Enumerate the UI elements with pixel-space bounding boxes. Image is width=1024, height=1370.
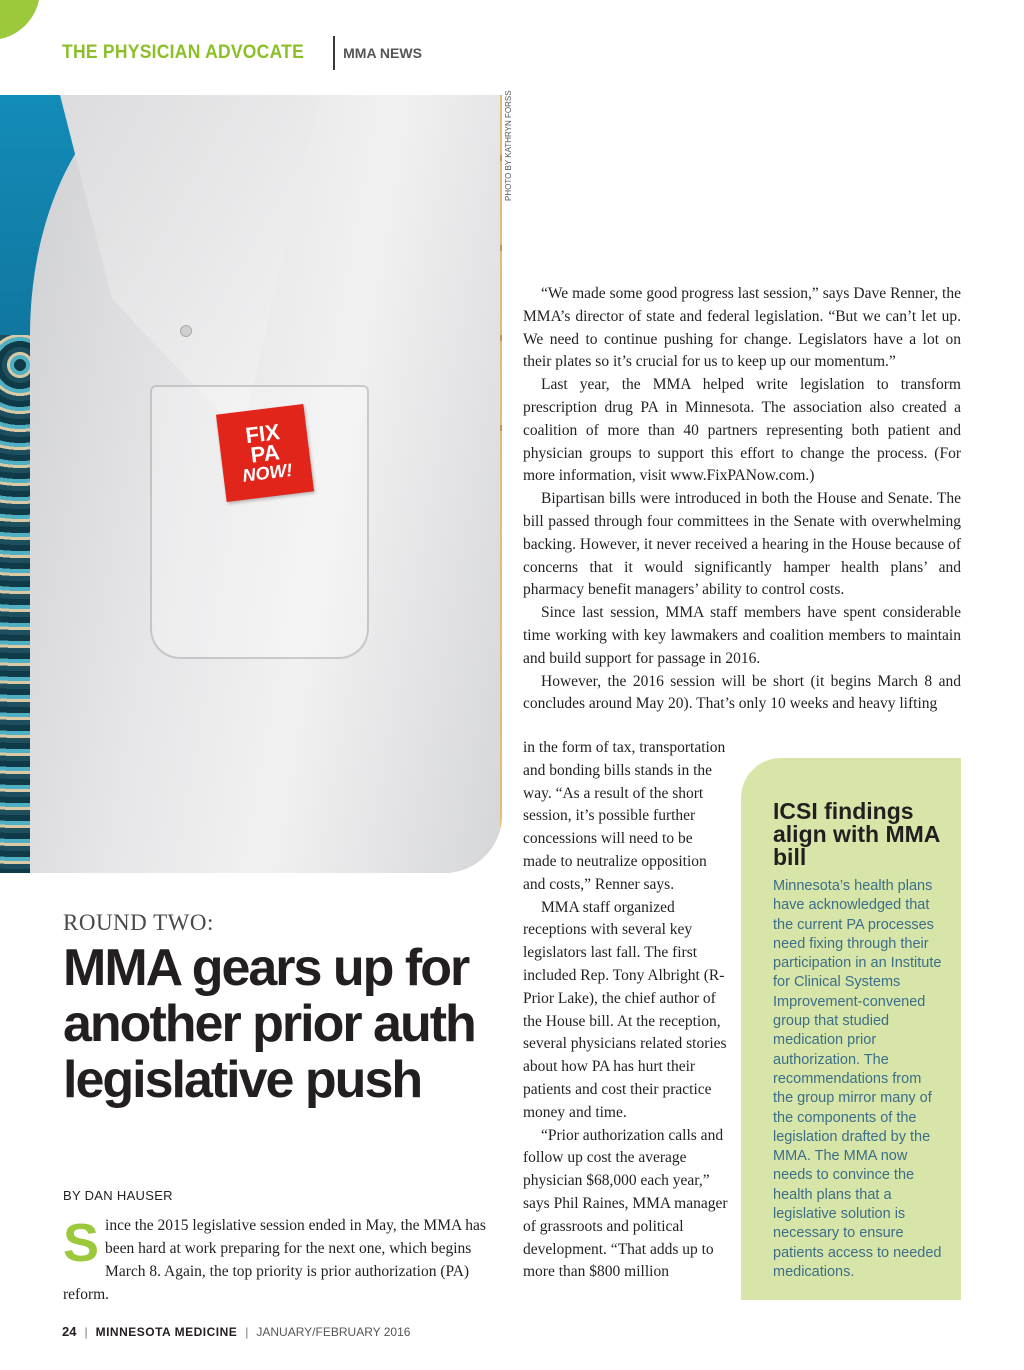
footer-separator: |	[245, 1324, 249, 1339]
article-byline: BY DAN HAUSER	[63, 1188, 173, 1203]
article-body-column	[523, 283, 961, 716]
corner-accent	[0, 0, 40, 40]
page-footer	[62, 1324, 410, 1339]
page-header	[62, 36, 422, 70]
issue-date: JANUARY/FEBRUARY 2016	[256, 1324, 411, 1339]
article-narrow-column	[523, 737, 728, 1284]
body-paragraph: “Prior authorization calls and follow up cost the average physician $68,000 each year,” says Phil Raines, MMA manager of grassroots and political development. “That adds up to more than $800 million	[523, 1126, 728, 1281]
body-paragraph: in the form of tax, transportation and bonding bills stands in the way. “As a result of the short session, it’s possible further concessions will need to be made to neutralize opposition and costs,” Renner says.	[523, 739, 726, 893]
body-paragraph: Bipartisan bills were introduced in both the House and Senate. The bill passed through four committees in the Senate with overwhelming backing. However, it never received a hearing in the House because of concerns that it would significantly hamper health plans’ and pharmacy benefit managers’ ability to control costs.	[523, 490, 961, 599]
badge-line: FIX	[244, 418, 282, 448]
badge-line: PA	[249, 439, 282, 469]
feature-photo	[0, 95, 502, 873]
subsection-title: MMA NEWS	[343, 45, 422, 61]
sidebar-title: ICSI findings align with MMA bill	[773, 798, 940, 870]
body-paragraph: However, the 2016 session will be short (it begins March 8 and concludes around May 20). That’s only 10 weeks and heavy lifting	[523, 672, 961, 713]
page-number: 24	[62, 1324, 77, 1339]
body-paragraph: Last year, the MMA helped write legislation to transform prescription drug PA in Minnesota. The association also created a coalition of more than 40 partners representing both patient and physician groups to support this effort to change the process. (For more information, visit www.FixPANow.com.)	[523, 376, 961, 485]
sidebar-text: Minnesota’s health plans have acknowledged that the current PA processes need fixing through their participation in an Institute for Clinical Systems Improvement-convened group that studied medication prior authorization. The recommendations from the group mirror many of the components of the legislation drafted by the MMA. The MMA now needs to convince the health plans that a legislative solution is necessary to ensure patients access to needed medications.	[773, 878, 942, 1280]
body-paragraph: “We made some good progress last session,” says Dave Renner, the MMA’s director of state and federal legislation. “But we can’t let up. We need to continue pushing for change. Legislators have a lot on their plates so it’s crucial for us to keep up our momentum.”	[523, 285, 961, 371]
fix-pa-now-badge	[216, 404, 314, 502]
body-paragraph: Since last session, MMA staff members have spent considerable time working with key lawmakers and coalition members to maintain and build support for passage in 2016.	[523, 604, 961, 667]
article-kicker: ROUND TWO:	[63, 910, 214, 935]
article-headline: MMA gears up for another prior auth legislative push	[63, 939, 475, 1109]
drop-cap: S	[63, 1213, 100, 1273]
header-divider	[333, 36, 335, 70]
photo-credit: PHOTO BY KATHRYN FORSS	[504, 90, 513, 201]
lede-text: ince the 2015 legislative session ended in May, the MMA has been hard at work preparing for the next one, which begins March 8. Again, the top priority is prior authorization (PA) reform.	[63, 1217, 486, 1303]
magazine-name: MINNESOTA MEDICINE	[95, 1324, 238, 1339]
body-paragraph: MMA staff organized receptions with several key legislators last fall. The first included Rep. Tony Albright (R-Prior Lake), the chief author of the House bill. At the reception, several physicians related stories about how PA has hurt their patients and cost their practice money and time.	[523, 898, 727, 1121]
badge-line: NOW!	[241, 460, 294, 487]
icsi-sidebar	[741, 758, 961, 1300]
article-lede	[63, 1214, 493, 1306]
section-title: THE PHYSICIAN ADVOCATE	[62, 42, 305, 63]
footer-separator: |	[84, 1324, 88, 1339]
